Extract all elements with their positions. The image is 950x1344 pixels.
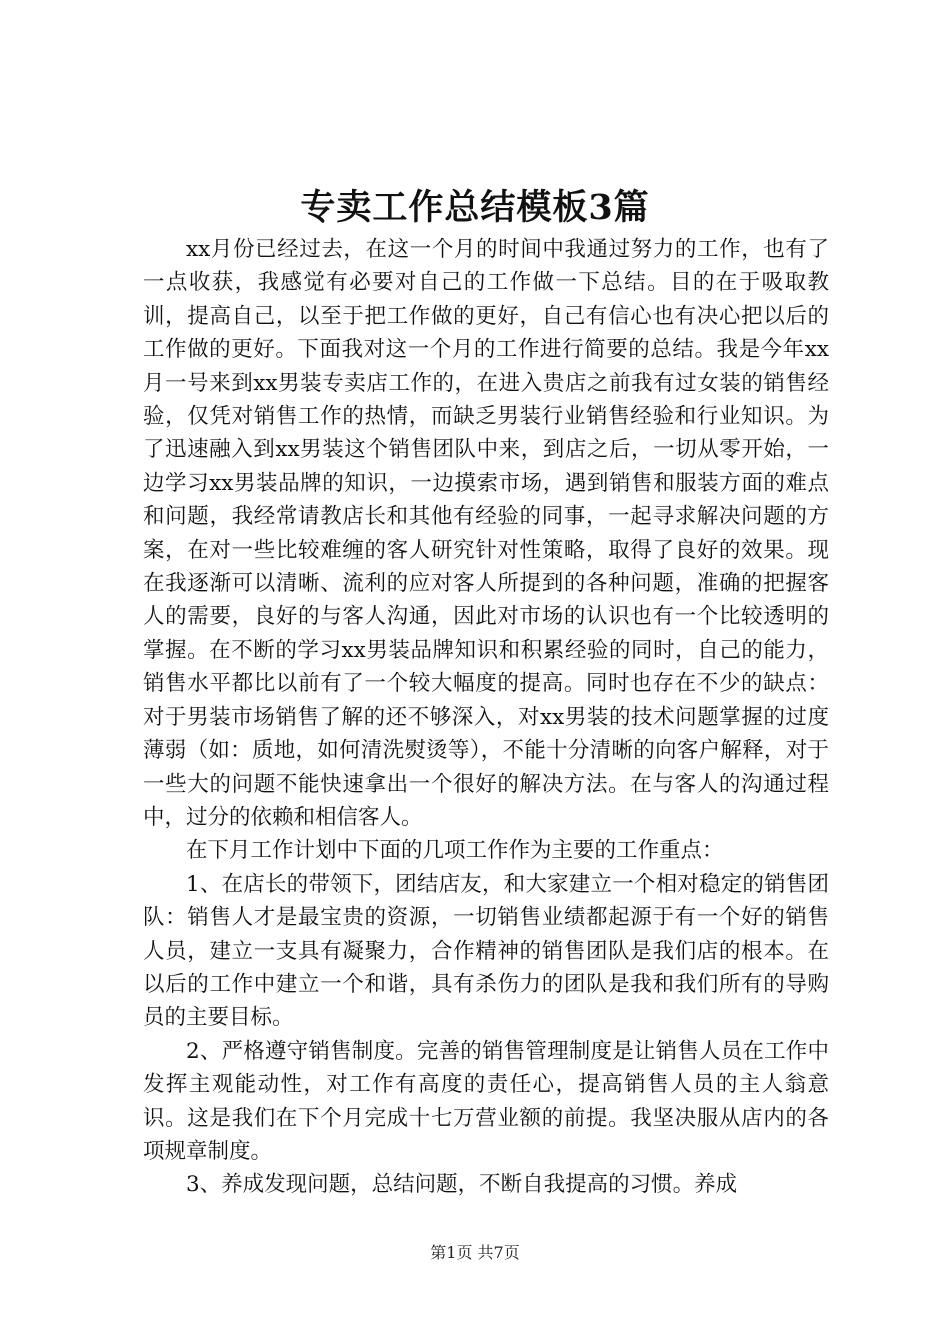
body-paragraph-item-3: 3、养成发现问题，总结问题，不断自我提高的习惯。养成 [186, 1172, 738, 1198]
body-paragraph-plan-heading: 在下月工作计划中下面的几项工作作为主要的工作重点： [186, 838, 724, 864]
body-paragraph-item-2: 2、严格遵守销售制度。完善的销售管理制度是让销售人员在工作中发挥主观能动性，对工作有高度的责任心，提高销售人员的主人翁意识。这是我们在下个月完成十七万营业额的前提。我坚决服从店内的各项规章制度。 [143, 1038, 829, 1164]
document-body [143, 233, 829, 1202]
body-paragraph-intro: xx月份已经过去，在这一个月的时间中我通过努力的工作，也有了一点收获，我感觉有必要对自己的工作做一下总结。目的在于吸取教训，提高自己，以至于把工作做的更好，自己有信心也有决心把以后的工作做的更好。下面我对这一个月的工作进行简要的总结。我是今年xx月一号来到xx男装专卖店工作的，在进入贵店之前我有过女装的销售经验，仅凭对销售工作的热情，而缺乏男装行业销售经验和行业知识。为了迅速融入到xx男装这个销售团队中来，到店之后，一切从零开始，一边学习xx男装品牌的知识，一边摸索市场，遇到销售和服装方面的难点和问题，我经常请教店长和其他有经验的同事，一起寻求解决问题的方案，在对一些比较难缠的客人研究针对性策略，取得了良好的效果。现在我逐渐可以清晰、流利的应对客人所提到的各种问题，准确的把握客人的需要，良好的与客人沟通，因此对市场的认识也有一个比较透明的掌握。在不断的学习xx男装品牌知识和积累经验的同时，自己的能力，销售水平都比以前有了一个较大幅度的提高。同时也存在不少的缺点：对于男装市场销售了解的还不够深入，对xx男装的技术问题掌握的过度薄弱（如：质地，如何清洗熨烫等），不能十分清晰的向客户解释，对于一些大的问题不能快速拿出一个很好的解决方法。在与客人的沟通过程中，过分的依赖和相信客人。 [143, 237, 829, 830]
page-number-footer: 第1页 共7页 [430, 1243, 520, 1262]
document-title: 专卖工作总结模板3篇 [300, 187, 650, 228]
body-paragraph-item-1: 1、在店长的带领下，团结店友，和大家建立一个相对稳定的销售团队：销售人才是最宝贵的资源，一切销售业绩都起源于有一个好的销售人员，建立一支具有凝聚力，合作精神的销售团队是我们店的根本。在以后的工作中建立一个和谐，具有杀伤力的团队是我和我们所有的导购员的主要目标。 [143, 871, 829, 1031]
